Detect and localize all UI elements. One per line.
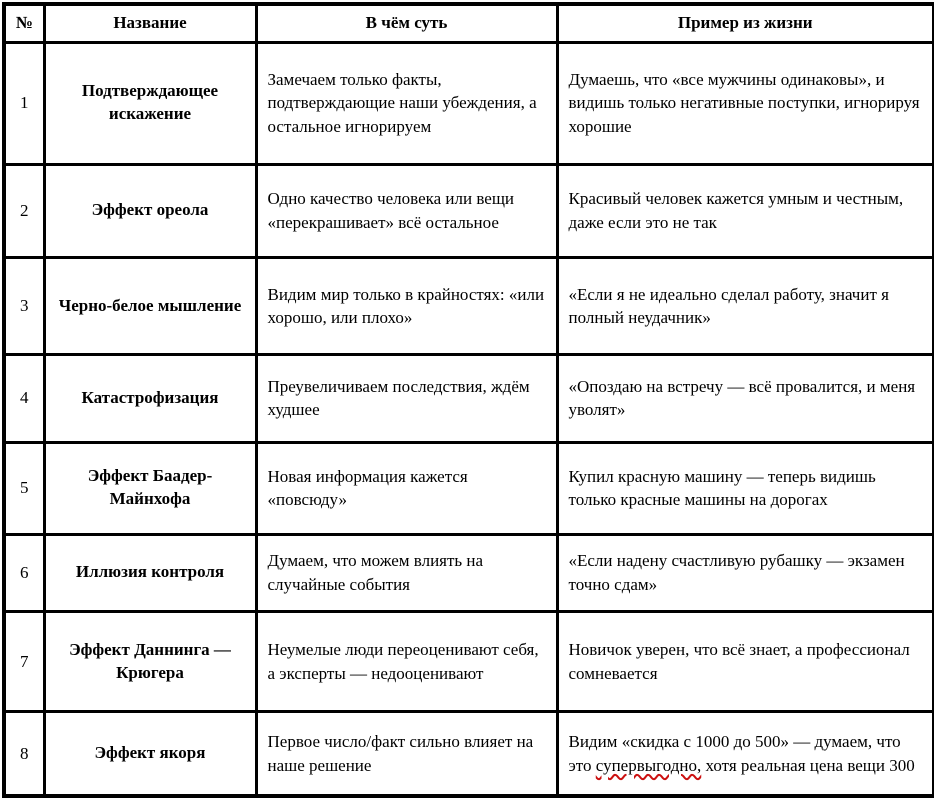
- row-number: 1: [4, 42, 44, 164]
- row-number: 6: [4, 534, 44, 611]
- table-row: [4, 355, 934, 442]
- bias-essence: Преувеличиваем последствия, ждём худшее: [256, 355, 557, 442]
- spellcheck-underlined-word: супервыгодно,: [595, 755, 702, 775]
- example-text-before: Видим «скидка с 1000 до 500» — думаем, что это: [568, 732, 901, 775]
- row-number: 7: [4, 611, 44, 711]
- table-row: [4, 712, 934, 796]
- bias-example: «Если надену счастливую рубашку — экзамен точно сдам»: [557, 534, 934, 611]
- bias-essence: Думаем, что можем влиять на случайные события: [256, 534, 557, 611]
- table-header-row: [4, 4, 934, 42]
- bias-essence: Первое число/факт сильно влияет на наше решение: [256, 712, 557, 796]
- row-number: 8: [4, 712, 44, 796]
- row-number: 3: [4, 258, 44, 355]
- row-number: 4: [4, 355, 44, 442]
- bias-name: Катастрофизация: [44, 355, 256, 442]
- bias-essence: Новая информация кажется «повсюду»: [256, 442, 557, 534]
- bias-name: Эффект ореола: [44, 164, 256, 257]
- bias-essence: Одно качество человека или вещи «перекрашивает» всё остальное: [256, 164, 557, 257]
- header-number: №: [4, 4, 44, 42]
- row-number: 5: [4, 442, 44, 534]
- bias-essence: Неумелые люди переоценивают себя, а эксперты — недооценивают: [256, 611, 557, 711]
- bias-example: «Если я не идеально сделал работу, значит я полный неудачник»: [557, 258, 934, 355]
- table-row: [4, 258, 934, 355]
- bias-essence: Видим мир только в крайностях: «или хорошо, или плохо»: [256, 258, 557, 355]
- bias-name: Иллюзия контроля: [44, 534, 256, 611]
- table-row: [4, 534, 934, 611]
- bias-example: Красивый человек кажется умным и честным, даже если это не так: [557, 164, 934, 257]
- bias-name: Черно-белое мышление: [44, 258, 256, 355]
- cognitive-biases-table: [2, 2, 934, 798]
- bias-example: [557, 712, 934, 796]
- bias-essence: Замечаем только факты, подтверждающие наши убеждения, а остальное игнорируем: [256, 42, 557, 164]
- bias-example: Купил красную машину — теперь видишь только красные машины на дорогах: [557, 442, 934, 534]
- bias-example: Думаешь, что «все мужчины одинаковы», и видишь только негативные поступки, игнорируя хорошие: [557, 42, 934, 164]
- header-name: Название: [44, 4, 256, 42]
- bias-name: Подтверждающее искажение: [44, 42, 256, 164]
- bias-example: Новичок уверен, что всё знает, а профессионал сомневается: [557, 611, 934, 711]
- table-row: [4, 42, 934, 164]
- header-example: Пример из жизни: [557, 4, 934, 42]
- table-row: [4, 164, 934, 257]
- bias-name: Эффект якоря: [44, 712, 256, 796]
- bias-name: Эффект Даннинга — Крюгера: [44, 611, 256, 711]
- example-text-after: хотя реальная цена вещи 300: [701, 755, 915, 775]
- row-number: 2: [4, 164, 44, 257]
- bias-name: Эффект Баадер-Майнхофа: [44, 442, 256, 534]
- table-row: [4, 611, 934, 711]
- table-row: [4, 442, 934, 534]
- bias-example: «Опоздаю на встречу — всё провалится, и меня уволят»: [557, 355, 934, 442]
- header-essence: В чём суть: [256, 4, 557, 42]
